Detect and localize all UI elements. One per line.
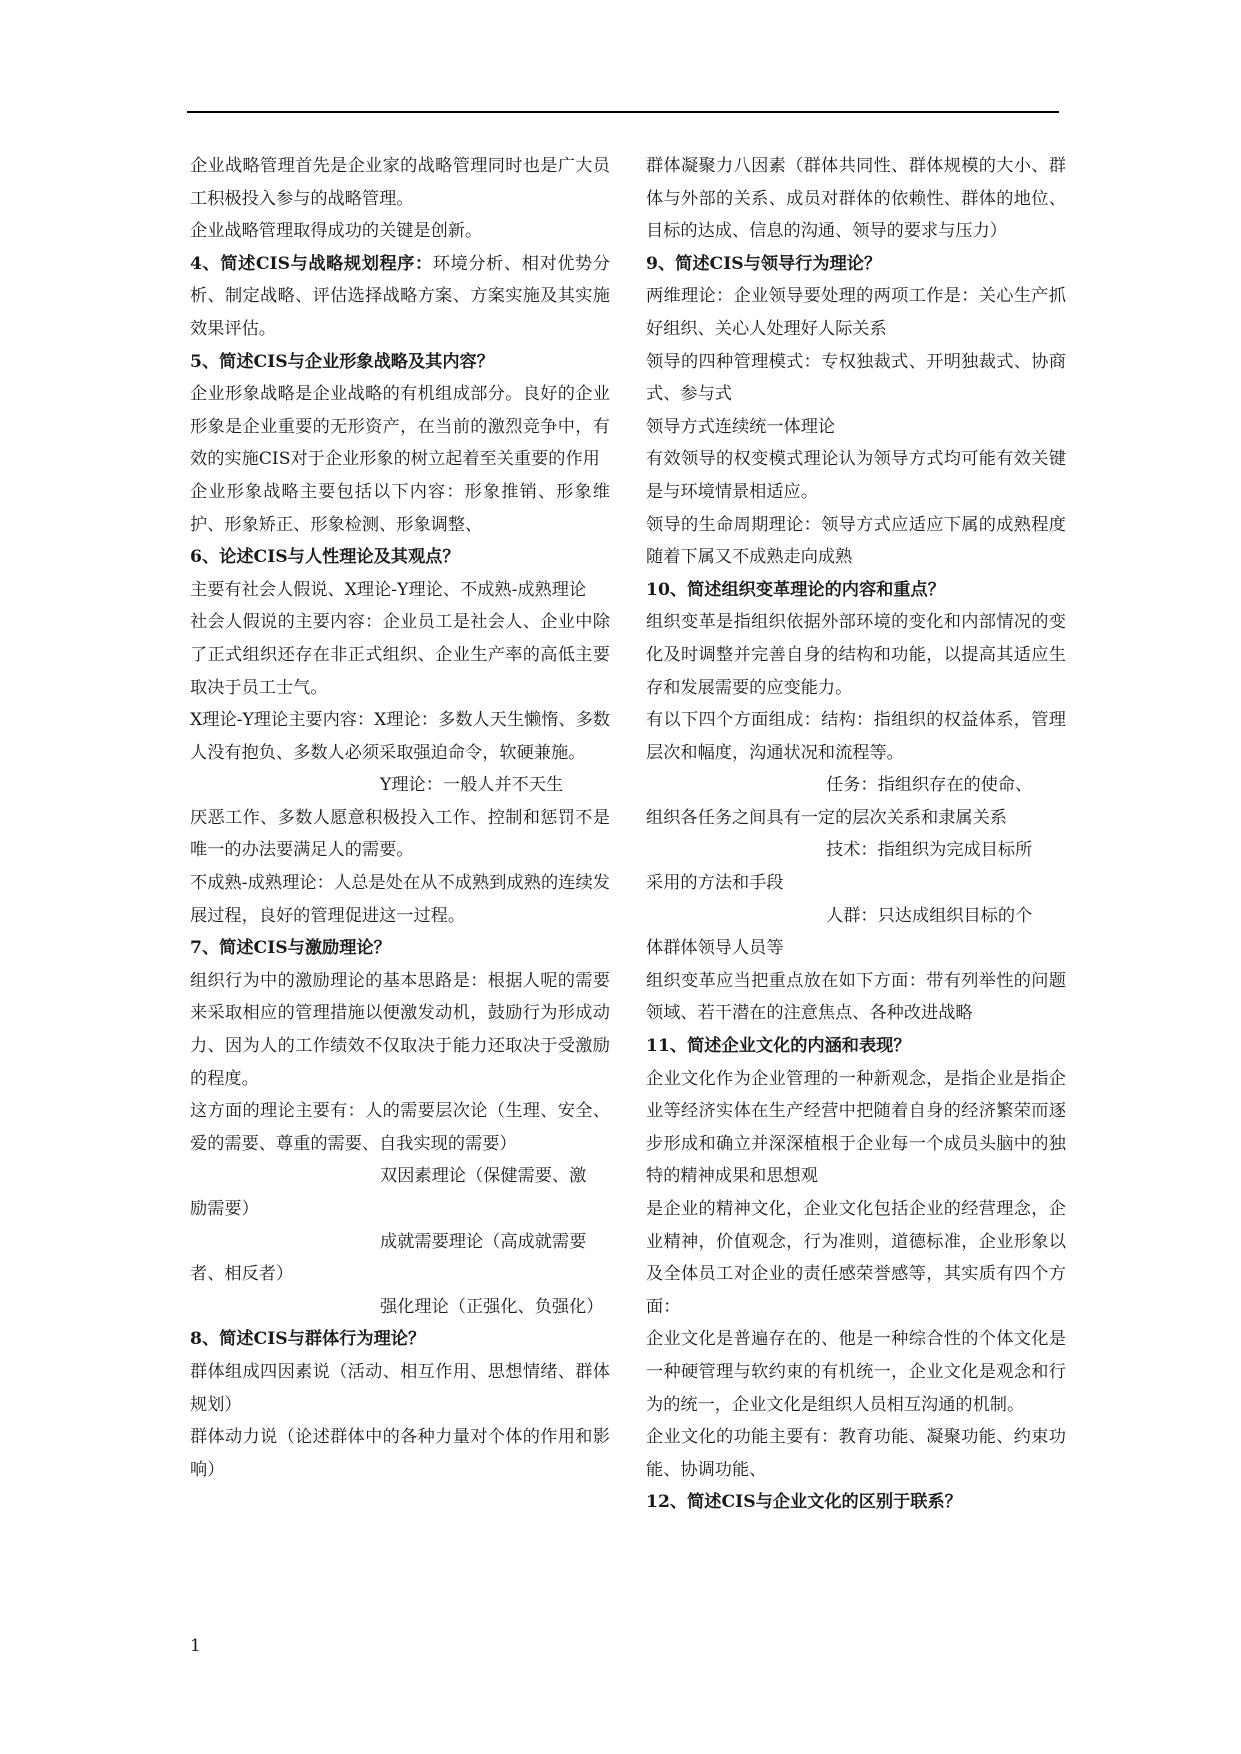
body-paragraph: 主要有社会人假说、X理论-Y理论、不成熟-成熟理论 <box>190 579 587 600</box>
body-paragraph: 企业形象战略是企业战略的有机组成部分。良好的企业形象是企业重要的无形资产，在当前的激烈竞争中，有效的实施CIS对于企业形象的树立起着至关重要的作用 <box>190 384 610 470</box>
question-heading <box>190 541 610 574</box>
question-heading-text: 10、简述组织变革理论的内容和重点？ <box>646 579 945 600</box>
body-paragraph: 企业战略管理取得成功的关键是创新。 <box>190 221 483 242</box>
body-paragraph: 体群体领导人员等 <box>646 938 784 959</box>
question-heading <box>190 248 610 346</box>
body-paragraph: 领导的四种管理模式：专权独裁式、开明独裁式、协商式、参与式 <box>646 351 1066 405</box>
question-heading <box>190 346 610 379</box>
question-heading-text: 6、论述CIS与人性理论及其观点？ <box>190 547 460 568</box>
body-paragraph: 企业文化是普遍存在的、他是一种综合性的个体文化是一种硬管理与软约束的有机统一，企业文化是观念和行为的统一，企业文化是组织人员相互沟通的机制。 <box>646 1329 1066 1415</box>
body-paragraph: 这方面的理论主要有：人的需要层次论（生理、安全、爱的需要、尊重的需要、自我实现的需要） <box>190 1101 610 1154</box>
question-heading <box>190 932 610 965</box>
body-paragraph: 强化理论（正强化、负强化） <box>380 1296 604 1317</box>
body-paragraph: 励需要） <box>190 1199 259 1219</box>
body-paragraph: 双因素理论（保健需要、激 <box>380 1166 587 1187</box>
body-paragraph: Y理论：一般人并不天生 <box>380 775 564 796</box>
body-paragraph: 群体凝聚力八因素（群体共同性、群体规模的大小、群体与外部的关系、成员对群体的依赖性、群体的地位、目标的达成、信息的沟通、领导的要求与压力） <box>646 156 1066 242</box>
body-paragraph: 人群：只达成组织目标的个 <box>826 905 1033 926</box>
body-paragraph: 群体动力说（论述群体中的各种力量对个体的作用和影响） <box>190 1427 610 1480</box>
left-column <box>190 150 610 1486</box>
question-heading-text: 9、简述CIS与领导行为理论？ <box>646 253 882 274</box>
body-paragraph: 企业战略管理首先是企业家的战略管理同时也是广大员工积极投入参与的战略管理。 <box>190 156 610 209</box>
body-paragraph: 企业文化作为企业管理的一种新观念，是指企业是指企业等经济实体在生产经营中把随着自身的经济繁荣而逐步形成和确立并深深植根于企业每一个成员头脑中的独特的精神成果和思想观 <box>646 1068 1066 1187</box>
page-number: 1 <box>190 1636 201 1656</box>
body-paragraph: 有以下四个方面组成：结构：指组织的权益体系，管理层次和幅度，沟通状况和流程等。 <box>646 710 1066 763</box>
body-paragraph: 企业文化的功能主要有：教育功能、凝聚功能、约束功能、协调功能、 <box>646 1427 1066 1480</box>
body-paragraph: 群体组成四因素说（活动、相互作用、思想情绪、群体规划） <box>190 1361 610 1415</box>
question-answer-inline: 环境分析、相对优势分析、制定战略、评估选择战略方案、方案实施及其实施效果评估。 <box>190 253 610 339</box>
body-paragraph: X理论-Y理论主要内容：X理论：多数人天生懒惰、多数人没有抱负、多数人必须采取强迫命令，软硬兼施。 <box>190 710 610 763</box>
body-paragraph: 组织各任务之间具有一定的层次关系和隶属关系 <box>646 807 1007 828</box>
body-paragraph: 组织行为中的激励理论的基本思路是：根据人呢的需要来采取相应的管理措施以便激发动机，鼓励行为形成动力、因为人的工作绩效不仅取决于能力还取决于受激励的程度。 <box>190 970 610 1089</box>
question-heading <box>646 574 1066 607</box>
right-column <box>646 150 1066 1519</box>
body-paragraph: 组织变革应当把重点放在如下方面：带有列举性的问题领域、若干潜在的注意焦点、各种改进战略 <box>646 970 1066 1024</box>
question-heading <box>646 1486 1066 1519</box>
question-heading-text: 7、简述CIS与激励理论？ <box>190 938 391 959</box>
body-paragraph: 组织变革是指组织依据外部环境的变化和内部情况的变化及时调整并完善自身的结构和功能，以提高其适应生存和发展需要的应变能力。 <box>646 612 1066 698</box>
body-paragraph: 厌恶工作、多数人愿意积极投入工作、控制和惩罚不是唯一的办法要满足人的需要。 <box>190 807 610 861</box>
question-heading <box>646 1030 1066 1063</box>
body-paragraph: 成就需要理论（高成就需要 <box>380 1231 587 1252</box>
question-heading-text: 4、简述CIS与战略规划程序： <box>190 253 433 274</box>
question-heading-text: 11、简述企业文化的内涵和表现？ <box>646 1036 911 1057</box>
body-paragraph: 两维理论：企业领导要处理的两项工作是：关心生产抓好组织、关心人处理好人际关系 <box>646 286 1066 339</box>
body-paragraph: 采用的方法和手段 <box>646 873 784 894</box>
body-paragraph: 领导方式连续统一体理论 <box>646 416 836 437</box>
body-paragraph: 者、相反者） <box>190 1264 294 1285</box>
body-paragraph: 领导的生命周期理论：领导方式应适应下属的成熟程度随着下属又不成熟走向成熟 <box>646 514 1066 568</box>
question-heading <box>190 1323 610 1356</box>
question-heading <box>646 248 1066 281</box>
body-paragraph: 技术：指组织为完成目标所 <box>826 840 1033 861</box>
body-paragraph: 企业形象战略主要包括以下内容：形象推销、形象维护、形象矫正、形象检测、形象调整、 <box>190 481 610 535</box>
question-heading-text: 8、简述CIS与群体行为理论？ <box>190 1329 426 1350</box>
body-paragraph: 社会人假说的主要内容：企业员工是社会人、企业中除了正式组织还存在非正式组织、企业生产率的高低主要取决于员工士气。 <box>190 612 610 698</box>
body-paragraph: 有效领导的权变模式理论认为领导方式均可能有效关键是与环境情景相适应。 <box>646 449 1066 502</box>
body-paragraph: 是企业的精神文化，企业文化包括企业的经营理念，企业精神，价值观念，行为准则，道德标准，企业形象以及全体员工对企业的责任感荣誉感等，其实质有四个方面： <box>646 1199 1066 1317</box>
body-paragraph: 任务：指组织存在的使命、 <box>826 775 1033 796</box>
question-heading-text: 5、简述CIS与企业形象战略及其内容？ <box>190 351 494 372</box>
question-heading-text: 12、简述CIS与企业文化的区别于联系？ <box>646 1492 962 1513</box>
header-rule <box>187 111 1059 113</box>
body-paragraph: 不成熟-成熟理论：人总是处在从不成熟到成熟的连续发展过程，良好的管理促进这一过程。 <box>190 873 610 926</box>
